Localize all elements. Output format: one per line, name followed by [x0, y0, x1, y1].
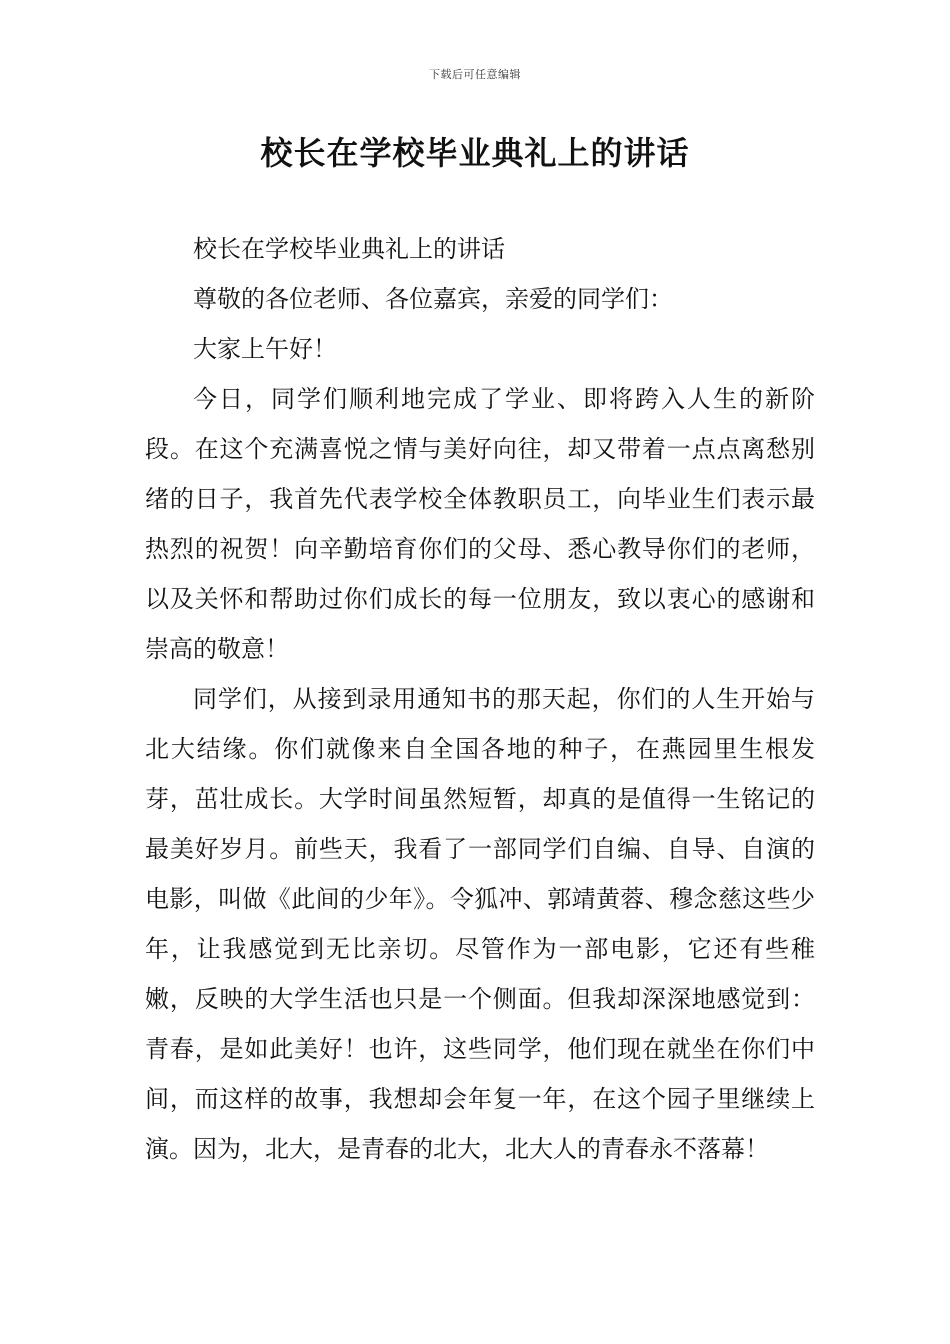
paragraph-youth: 同学们，从接到录用通知书的那天起，你们的人生开始与北大结缘。你们就像来自全国各地的种子，在燕园里生根发芽，茁壮成长。大学时间虽然短暂，却真的是值得一生铭记的最美好岁月。前些天，我看了一部同学们自编、自导、自演的电影，叫做《此间的少年》。令狐冲、郭靖黄蓉、穆念慈这些少年，让我感觉到无比亲切。尽管作为一部电影，它还有些稚嫩，反映的大学生活也只是一个侧面。但我却深深地感觉到：青春，是如此美好！也许，这些同学，他们现在就坐在你们中间，而这样的故事，我想却会年复一年，在这个园子里继续上演。因为，北大，是青春的北大，北大人的青春永不落幕！	[145, 685, 815, 1163]
paragraph-congratulations: 今日，同学们顺利地完成了学业、即将跨入人生的新阶段。在这个充满喜悦之情与美好向往，却又带着一点点离愁别绪的日子，我首先代表学校全体教职员工，向毕业生们表示最热烈的祝贺！向辛勤培育你们的父母、悉心教导你们的老师，以及关怀和帮助过你们成长的每一位朋友，致以衷心的感谢和崇高的敬意！	[145, 385, 815, 663]
header-note: 下载后可任意编辑	[429, 68, 521, 81]
paragraph-salutation: 尊敬的各位老师、各位嘉宾，亲爱的同学们：	[193, 285, 673, 313]
document-body	[145, 224, 815, 1174]
document-title: 校长在学校毕业典礼上的讲话	[260, 134, 690, 172]
paragraph-subtitle: 校长在学校毕业典礼上的讲话	[193, 235, 505, 263]
paragraph-greeting: 大家上午好！	[193, 335, 337, 363]
